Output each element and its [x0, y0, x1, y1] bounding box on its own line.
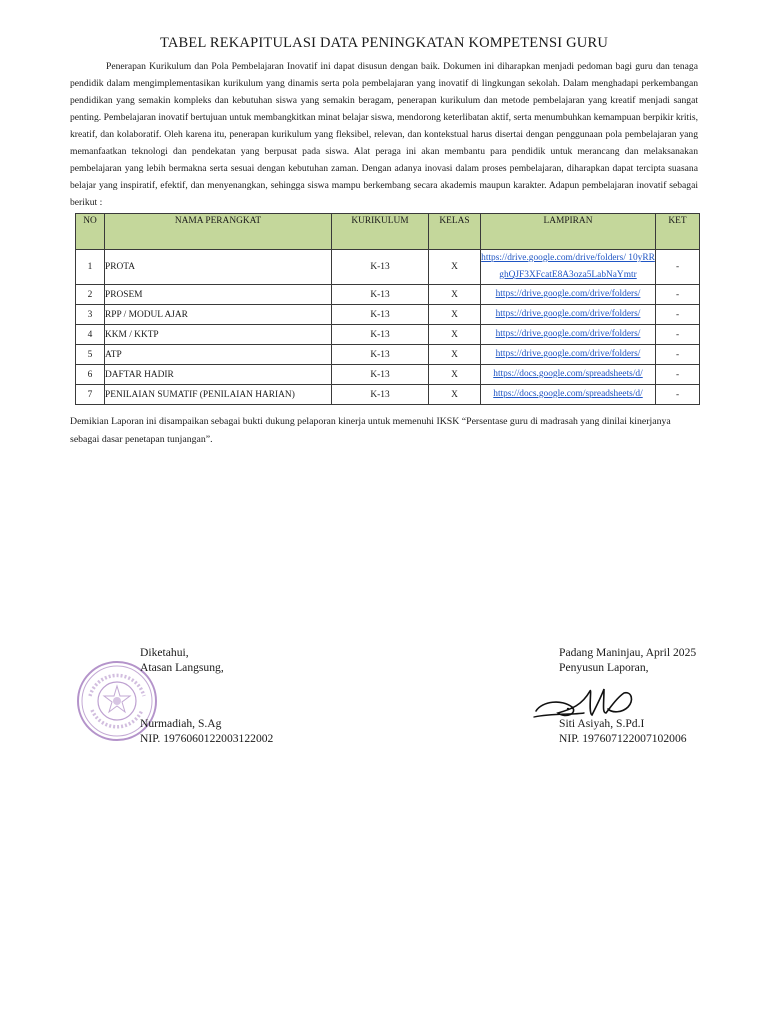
compiler-name: Siti Asiyah, S.Pd.I — [559, 717, 645, 730]
cell-kurikulum: K-13 — [332, 325, 429, 345]
cell-lampiran — [481, 345, 656, 365]
cell-name: PROTA — [105, 250, 332, 285]
table-row — [76, 345, 700, 365]
cell-lampiran — [481, 285, 656, 305]
table-header-row — [76, 214, 700, 250]
cell-kurikulum: K-13 — [332, 250, 429, 285]
cell-lampiran — [481, 385, 656, 405]
table-row — [76, 305, 700, 325]
cell-no: 5 — [76, 345, 105, 365]
cell-kelas: X — [429, 385, 481, 405]
lampiran-link[interactable]: https://drive.google.com/drive/folders/ 10yRRghQJF3XFcatE8A3oza5LabNaYmtr — [481, 253, 655, 280]
header-kelas: KELAS — [429, 214, 481, 250]
cell-ket: - — [656, 385, 700, 405]
header-ket: KET — [656, 214, 700, 250]
place-date: Padang Maninjau, April 2025 — [559, 646, 697, 659]
lampiran-link[interactable]: https://docs.google.com/spreadsheets/d/ — [493, 369, 643, 379]
cell-lampiran — [481, 325, 656, 345]
cell-kurikulum: K-13 — [332, 345, 429, 365]
compiler-label: Penyusun Laporan, — [559, 660, 649, 674]
compiler-nip: NIP. 197607122007102006 — [559, 731, 687, 745]
cell-kelas: X — [429, 365, 481, 385]
cell-no: 7 — [76, 385, 105, 405]
acknowledged-label: Diketahui, — [140, 646, 189, 659]
header-no: NO — [76, 214, 105, 250]
lampiran-link[interactable]: https://drive.google.com/drive/folders/ — [495, 309, 641, 319]
header-lampiran: LAMPIRAN — [481, 214, 656, 250]
cell-kurikulum: K-13 — [332, 365, 429, 385]
cell-name: PROSEM — [105, 285, 332, 305]
lampiran-link[interactable]: https://docs.google.com/spreadsheets/d/ — [493, 389, 643, 399]
lampiran-link[interactable]: https://drive.google.com/drive/folders/ — [495, 329, 641, 339]
signature-block-left — [140, 646, 273, 746]
cell-ket: - — [656, 250, 700, 285]
table-row — [76, 250, 700, 285]
table-row — [76, 325, 700, 345]
cell-lampiran — [481, 365, 656, 385]
cell-no: 3 — [76, 305, 105, 325]
cell-lampiran — [481, 250, 656, 285]
table-row — [76, 285, 700, 305]
cell-no: 4 — [76, 325, 105, 345]
cell-name: ATP — [105, 345, 332, 365]
cell-kelas: X — [429, 250, 481, 285]
cell-name: KKM / KKTP — [105, 325, 332, 345]
cell-kelas: X — [429, 285, 481, 305]
intro-paragraph: Penerapan Kurikulum dan Pola Pembelajaran Inovatif ini dapat disusun dengan baik. Dokumen ini diharapkan menjadi pedoman bagi guru dan tenaga pendidik dalam mengimplementasikan kurikulum yang dinamis serta pola pembelajaran yang inovatif di lingkungan sekolah. Dalam menghadapi perkembangan pendidikan yang semakin kompleks dan kebutuhan siswa yang semakin beragam, penerapan kurikulum dan metode pembelajaran yang kreatif menjadi sangat penting. Pembelajaran inovatif bertujuan untuk membangkitkan minat belajar siswa, mendorong keterlibatan aktif, serta menumbuhkan kemampuan berpikir kritis, kreatif, dan kolaboratif. Oleh karena itu, penerapan kurikulum yang fleksibel, relevan, dan kontekstual harus disertai dengan penggunaan pola pembelajaran yang memanfaatkan teknologi dan pendekatan yang berpusat pada siswa. Alat peraga ini akan membantu para pendidik untuk merancang dan melaksanakan pembelajaran yang lebih bermakna serta sesuai dengan kebutuhan zaman. Dengan adanya inovasi dalam proses pembelajaran, diharapkan dapat tercipta suasana belajar yang inspiratif, efektif, dan menyenangkan, sehingga siswa mampu berkembang secara akademis maupun karakter. Adapun pembelajaran inovatif sebagai berikut : — [70, 61, 698, 208]
header-kurikulum: KURIKULUM — [332, 214, 429, 250]
table-row — [76, 385, 700, 405]
cell-ket: - — [656, 285, 700, 305]
superior-name: Nurmadiah, S.Ag — [140, 717, 222, 730]
cell-kurikulum: K-13 — [332, 285, 429, 305]
cell-name: DAFTAR HADIR — [105, 365, 332, 385]
cell-name: PENILAIAN SUMATIF (PENILAIAN HARIAN) — [105, 385, 332, 405]
superior-nip: NIP. 1976060122003122002 — [140, 731, 274, 745]
cell-ket: - — [656, 325, 700, 345]
cell-kelas: X — [429, 345, 481, 365]
document-title: TABEL REKAPITULASI DATA PENINGKATAN KOMPETENSI GURU — [159, 35, 609, 51]
lampiran-link[interactable]: https://drive.google.com/drive/folders/ — [495, 289, 641, 299]
cell-ket: - — [656, 365, 700, 385]
cell-kelas: X — [429, 325, 481, 345]
table-row — [76, 365, 700, 385]
cell-lampiran — [481, 305, 656, 325]
cell-no: 1 — [76, 250, 105, 285]
cell-kelas: X — [429, 305, 481, 325]
cell-kurikulum: K-13 — [332, 305, 429, 325]
signature-block-right — [559, 646, 696, 746]
cell-ket: - — [656, 345, 700, 365]
cell-name: RPP / MODUL AJAR — [105, 305, 332, 325]
cell-kurikulum: K-13 — [332, 385, 429, 405]
header-name: NAMA PERANGKAT — [105, 214, 332, 250]
superior-label: Atasan Langsung, — [140, 660, 224, 674]
closing-paragraph: Demikian Laporan ini disampaikan sebagai bukti dukung pelaporan kinerja untuk memenuhi IKSK “Persentase guru di madrasah yang dinilai kinerjanya sebagai dasar penetapan tunjangan”. — [70, 416, 671, 445]
lampiran-link[interactable]: https://drive.google.com/drive/folders/ — [495, 349, 641, 359]
cell-ket: - — [656, 305, 700, 325]
recap-table — [75, 213, 700, 405]
cell-no: 2 — [76, 285, 105, 305]
cell-no: 6 — [76, 365, 105, 385]
